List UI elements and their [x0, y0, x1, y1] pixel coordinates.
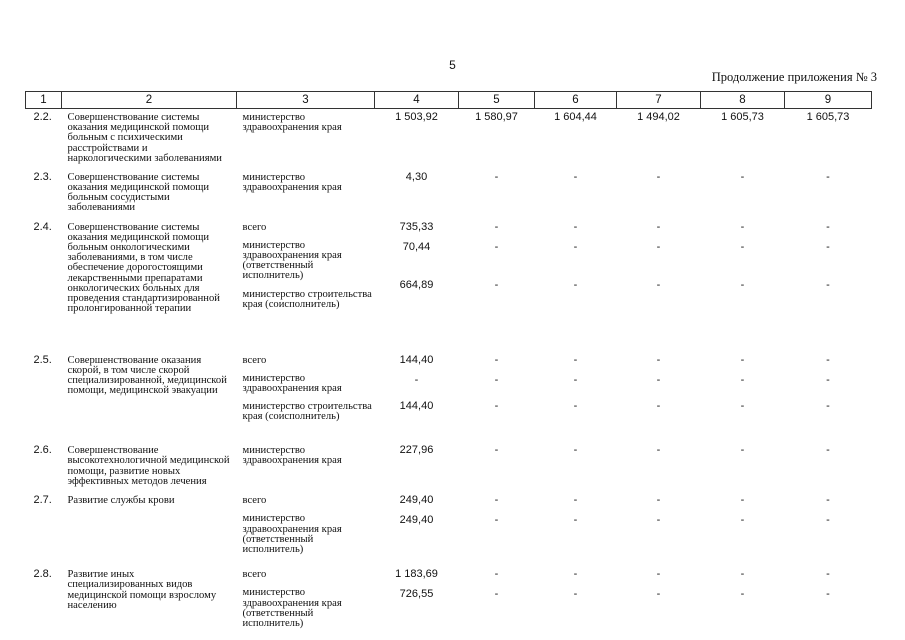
- amount-value: -: [494, 240, 499, 253]
- amount-value: -: [826, 494, 830, 507]
- executor-name: министерство здравоохранения края (ответственный исполнитель): [242, 587, 342, 629]
- amount-value: -: [494, 514, 499, 527]
- amount-value: -: [573, 170, 578, 183]
- executor-name: министерство здравоохранения края (ответственный исполнитель): [242, 513, 342, 555]
- value-cell: [617, 219, 701, 352]
- value-cell: [785, 352, 872, 443]
- amount-value: 1 503,92: [395, 111, 438, 123]
- amount-value: 4,30: [405, 170, 428, 183]
- amount-value: 1 494,02: [637, 111, 680, 123]
- amount-value: -: [826, 278, 830, 291]
- value-cell: [535, 219, 617, 352]
- value-cell: [701, 169, 785, 219]
- executor-name: министерство здравоохранения края: [242, 171, 342, 193]
- amount-value: -: [826, 588, 830, 601]
- activity-name: Совершенствование системы оказания медицинской помощи больным онкологическими заболеваниями, в том числе обеспечение дорогостоящими лекарственными препаратами онкологических больных для проведения стандартизированной пролонгированной терапии: [67, 221, 220, 315]
- table-row: [26, 492, 872, 566]
- amount-value: 664,89: [399, 278, 434, 291]
- amount-value: -: [740, 399, 745, 412]
- value-cell: [459, 219, 535, 352]
- row-number: 2.6.: [33, 444, 52, 457]
- activity-name: Совершенствование высокотехнологичной медицинской помощи, развитие новых эффективных методов лечения: [67, 445, 230, 487]
- value-cell: [535, 492, 617, 566]
- column-header: 9: [785, 92, 872, 109]
- amount-value: -: [826, 514, 830, 527]
- table-row: [26, 109, 872, 169]
- amount-value: 1 605,73: [721, 111, 764, 123]
- amount-value: 726,55: [399, 588, 434, 601]
- value-cell: [701, 109, 785, 169]
- executor-cell: [237, 352, 375, 443]
- amount-value: -: [494, 170, 499, 183]
- executor-name: министерство здравоохранения края: [242, 372, 342, 394]
- amount-value: -: [656, 278, 661, 291]
- value-cell: [701, 352, 785, 443]
- amount-value: -: [494, 353, 499, 366]
- amount-value: -: [573, 514, 578, 527]
- amount-value: -: [494, 373, 499, 386]
- amount-value: -: [656, 170, 661, 183]
- row-number: 2.5.: [33, 353, 52, 366]
- value-cell: [535, 566, 617, 637]
- value-cell: [375, 442, 459, 492]
- amount-value: -: [656, 353, 661, 366]
- executor-name: всего: [242, 495, 267, 507]
- value-cell: [617, 492, 701, 566]
- amount-value: -: [740, 444, 745, 457]
- value-cell: [617, 566, 701, 637]
- column-header: 5: [459, 92, 535, 109]
- executor-name: министерство строительства края (соисполнитель): [242, 288, 372, 310]
- value-cell: [785, 219, 872, 352]
- amount-value: -: [573, 399, 578, 412]
- amount-value: -: [826, 220, 830, 233]
- value-cell: [785, 169, 872, 219]
- value-cell: [701, 492, 785, 566]
- value-cell: [535, 352, 617, 443]
- row-number: 2.8.: [33, 568, 52, 581]
- activity-name: Развитие службы крови: [67, 495, 175, 507]
- value-cell: [375, 109, 459, 169]
- value-cell: [785, 566, 872, 637]
- table-row: [26, 442, 872, 492]
- row-number: 2.2.: [33, 111, 52, 123]
- amount-value: -: [414, 373, 419, 386]
- row-number: 2.4.: [33, 220, 52, 233]
- executor-cell: [237, 442, 375, 492]
- value-cell: [459, 442, 535, 492]
- amount-value: -: [656, 588, 661, 601]
- amount-value: 1 580,97: [475, 111, 518, 123]
- amount-value: -: [656, 240, 661, 253]
- value-cell: [701, 219, 785, 352]
- amount-value: -: [573, 588, 578, 601]
- amount-value: -: [573, 373, 578, 386]
- amount-value: -: [494, 220, 499, 233]
- amount-value: -: [494, 588, 499, 601]
- amount-value: 1 183,69: [395, 568, 438, 581]
- budget-table: [25, 91, 872, 637]
- amount-value: -: [826, 568, 830, 581]
- executor-name: министерство здравоохранения края (ответственный исполнитель): [242, 239, 342, 282]
- amount-value: 144,40: [399, 399, 434, 412]
- column-header: 3: [237, 92, 375, 109]
- value-cell: [701, 566, 785, 637]
- value-cell: [617, 442, 701, 492]
- value-cell: [459, 352, 535, 443]
- amount-value: 735,33: [399, 220, 434, 233]
- value-cell: [375, 492, 459, 566]
- amount-value: -: [740, 220, 745, 233]
- amount-value: -: [573, 240, 578, 253]
- executor-name: всего: [242, 221, 267, 233]
- amount-value: -: [573, 353, 578, 366]
- amount-value: -: [740, 514, 745, 527]
- activity-name: Развитие иных специализированных видов медицинской помощи взрослому населению: [67, 569, 217, 611]
- column-header: 2: [62, 92, 237, 109]
- value-cell: [617, 169, 701, 219]
- amount-value: -: [826, 373, 830, 386]
- amount-value: -: [573, 494, 578, 507]
- amount-value: -: [573, 220, 578, 233]
- activity-name: Совершенствование оказания скорой, в том числе скорой специализированной, медицинской помощи, медицинской эвакуации: [67, 354, 227, 397]
- amount-value: -: [656, 220, 661, 233]
- amount-value: -: [656, 514, 661, 527]
- value-cell: [459, 169, 535, 219]
- amount-value: -: [740, 240, 745, 253]
- executor-cell: [237, 109, 375, 169]
- value-cell: [375, 169, 459, 219]
- value-cell: [535, 442, 617, 492]
- value-cell: [701, 442, 785, 492]
- table-row: [26, 169, 872, 219]
- amount-value: -: [573, 444, 578, 457]
- amount-value: -: [740, 278, 745, 291]
- amount-value: 70,44: [402, 240, 431, 253]
- executor-name: всего: [242, 569, 267, 581]
- executor-name: всего: [242, 354, 267, 366]
- executor-cell: [237, 219, 375, 352]
- column-header: 1: [26, 92, 62, 109]
- executor-name: министерство здравоохранения края: [242, 445, 342, 467]
- value-cell: [459, 566, 535, 637]
- amount-value: -: [494, 494, 499, 507]
- value-cell: [785, 109, 872, 169]
- value-cell: [375, 219, 459, 352]
- amount-value: -: [656, 444, 661, 457]
- amount-value: 1 605,73: [806, 111, 850, 123]
- amount-value: -: [740, 568, 745, 581]
- amount-value: -: [740, 494, 745, 507]
- column-header: 6: [535, 92, 617, 109]
- amount-value: -: [494, 568, 499, 581]
- value-cell: [535, 169, 617, 219]
- amount-value: -: [826, 399, 830, 412]
- amount-value: -: [656, 494, 661, 507]
- value-cell: [375, 352, 459, 443]
- amount-value: -: [740, 353, 745, 366]
- page-number: 5: [449, 58, 456, 72]
- continuation-label: Продолжение приложения № 3: [711, 70, 877, 84]
- column-header: 7: [617, 92, 701, 109]
- value-cell: [459, 492, 535, 566]
- value-cell: [785, 492, 872, 566]
- amount-value: -: [826, 444, 830, 457]
- amount-value: -: [656, 399, 661, 412]
- value-cell: [785, 442, 872, 492]
- value-cell: [617, 352, 701, 443]
- amount-value: 1 604,44: [554, 111, 597, 123]
- row-number: 2.3.: [33, 170, 52, 183]
- table-row: [26, 352, 872, 443]
- amount-value: 249,40: [399, 514, 434, 527]
- value-cell: [375, 566, 459, 637]
- executor-cell: [237, 492, 375, 566]
- value-cell: [459, 109, 535, 169]
- amount-value: 227,96: [399, 444, 434, 457]
- amount-value: -: [573, 568, 578, 581]
- value-cell: [535, 109, 617, 169]
- amount-value: -: [494, 399, 499, 412]
- amount-value: -: [826, 170, 830, 183]
- activity-name: Совершенствование системы оказания медицинской помощи больным сосудистыми заболеваниями: [67, 171, 210, 214]
- row-number: 2.7.: [33, 494, 52, 507]
- executor-name: министерство строительства края (соисполнитель): [242, 401, 372, 423]
- amount-value: -: [494, 278, 499, 291]
- amount-value: -: [494, 444, 499, 457]
- amount-value: 249,40: [399, 494, 434, 507]
- executor-cell: [237, 566, 375, 637]
- amount-value: -: [826, 240, 830, 253]
- table-row: [26, 566, 872, 637]
- column-header: 8: [701, 92, 785, 109]
- value-cell: [617, 109, 701, 169]
- column-header: 4: [375, 92, 459, 109]
- amount-value: -: [656, 568, 661, 581]
- amount-value: -: [740, 170, 745, 183]
- amount-value: -: [573, 278, 578, 291]
- amount-value: -: [656, 373, 661, 386]
- table-row: [26, 219, 872, 352]
- activity-name: Совершенствование системы оказания медицинской помощи больным с психическими расстройствами и наркологическими заболеваниями: [67, 112, 222, 164]
- amount-value: 144,40: [399, 353, 434, 366]
- amount-value: -: [740, 588, 745, 601]
- amount-value: -: [826, 353, 830, 366]
- table-header: [26, 92, 872, 109]
- executor-cell: [237, 169, 375, 219]
- amount-value: -: [740, 373, 745, 386]
- executor-name: министерство здравоохранения края: [242, 112, 342, 134]
